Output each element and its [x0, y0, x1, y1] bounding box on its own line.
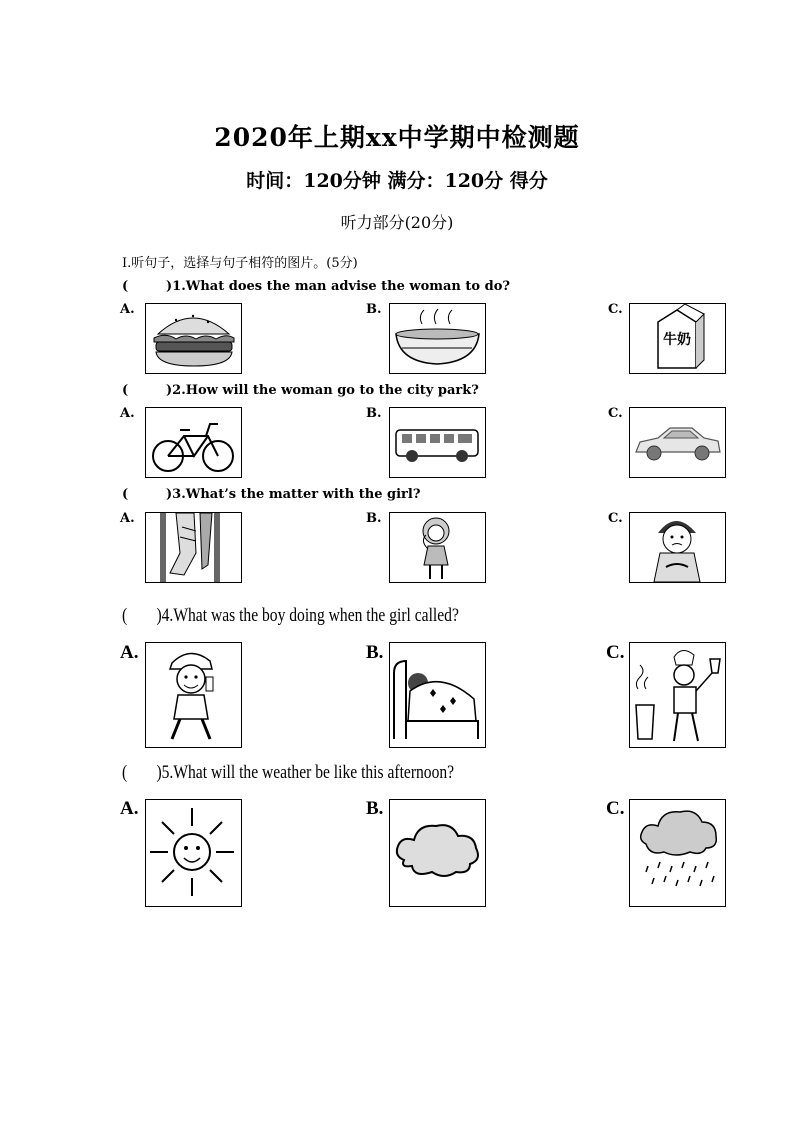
exam-info: 时间：120分钟 满分：120分 得分: [246, 170, 548, 192]
option-label-c: C.: [608, 302, 623, 317]
rainy-picture: [629, 799, 726, 907]
question-text: )5.What will the weather be like this afternoon?: [156, 762, 455, 783]
question-1: [122, 279, 510, 294]
answer-blank: (: [122, 487, 129, 502]
cooking-boy-picture: [629, 642, 726, 748]
stomachache-girl-picture: [629, 512, 726, 583]
part1-instruction: Ⅰ.听句子，选择与句子相符的图片。(5分): [122, 256, 358, 271]
option-label-a: A.: [120, 511, 135, 526]
hamburger-picture: [145, 303, 242, 374]
option-label-a: A.: [120, 302, 135, 317]
option-label-b: B.: [366, 642, 384, 663]
sleeping-boy-picture: [389, 642, 486, 748]
option-label-c: C.: [608, 511, 623, 526]
broken-leg-picture: [145, 512, 242, 583]
option-label-b: B.: [366, 406, 382, 421]
sick-girl-picture: [389, 512, 486, 583]
question-text: )4.What was the boy doing when the girl called?: [156, 605, 459, 626]
page-title: 2020年上期xx中学期中检测题: [214, 123, 580, 152]
question-text: )1.What does the man advise the woman to do?: [166, 279, 510, 294]
option-label-c: C.: [608, 406, 623, 421]
answer-blank: (: [122, 383, 129, 398]
question-4: [122, 605, 459, 627]
option-label-a: A.: [120, 642, 139, 663]
sun-picture: [145, 799, 242, 907]
milk-carton-text: 牛奶: [663, 332, 691, 348]
question-3: [122, 487, 420, 502]
answer-blank: (: [122, 605, 128, 626]
boy-on-phone-picture: [145, 642, 242, 748]
milk-carton-picture: [629, 303, 726, 374]
bus-picture: [389, 407, 486, 478]
bicycle-picture: [145, 407, 242, 478]
question-2: [122, 383, 479, 398]
option-label-b: B.: [366, 798, 384, 819]
option-label-b: B.: [366, 302, 382, 317]
option-label-c: C.: [606, 798, 625, 819]
option-label-a: A.: [120, 406, 135, 421]
option-label-b: B.: [366, 511, 382, 526]
car-picture: [629, 407, 726, 478]
answer-blank: (: [122, 279, 129, 294]
cloudy-picture: [389, 799, 486, 907]
section-title: 听力部分(20分): [340, 213, 454, 232]
noodle-bowl-picture: [389, 303, 486, 374]
question-5: [122, 762, 454, 784]
option-label-a: A.: [120, 798, 139, 819]
question-text: )3.What’s the matter with the girl?: [166, 487, 421, 502]
question-text: )2.How will the woman go to the city park?: [166, 383, 479, 398]
option-label-c: C.: [606, 642, 625, 663]
answer-blank: (: [122, 762, 128, 783]
